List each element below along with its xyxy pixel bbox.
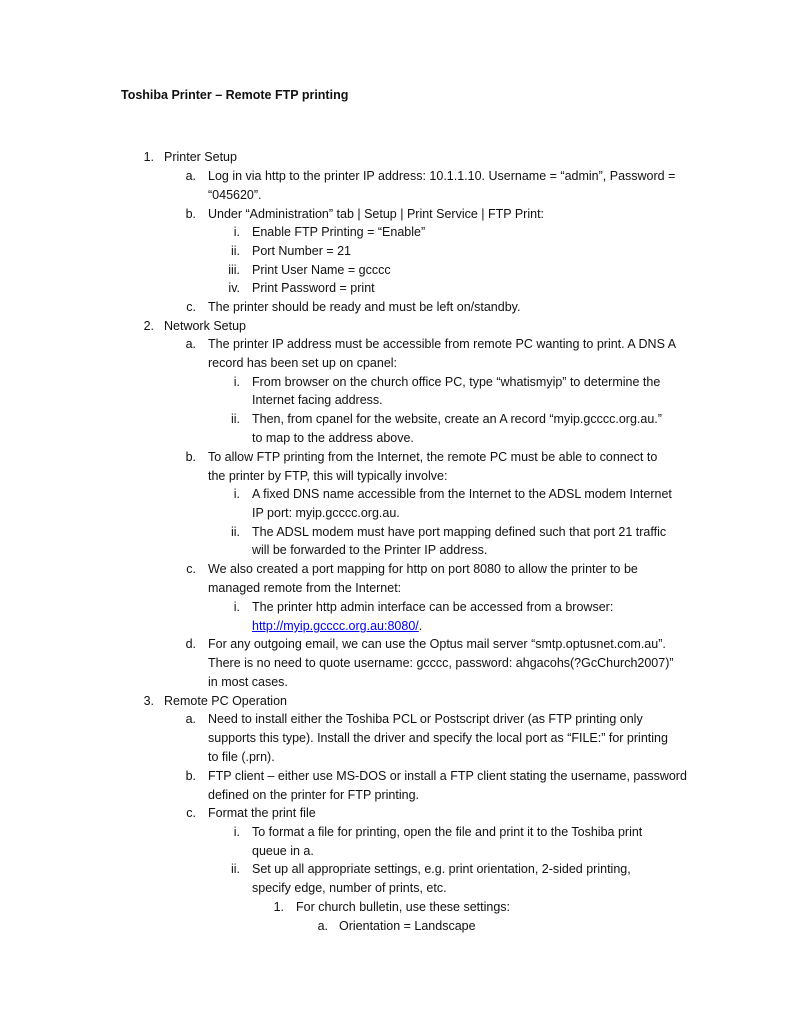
list-item-text: specify edge, number of prints, etc. — [252, 881, 447, 895]
list-marker: ii. — [230, 244, 240, 258]
list-marker: i. — [233, 825, 240, 839]
list-item-text: will be forwarded to the Printer IP address. — [252, 543, 488, 557]
list-marker: b. — [185, 769, 196, 783]
list-item-text: To allow FTP printing from the Internet, the remote PC must be able to connect to — [208, 450, 658, 464]
list-item-text: For any outgoing email, we can use the Optus mail server “smtp.optusnet.com.au”. — [208, 637, 666, 651]
list-item-text: The printer IP address must be accessible from remote PC wanting to print. A DNS A — [208, 337, 677, 351]
list-item-text: Port Number = 21 — [252, 244, 352, 258]
list-item-text: to map to the address above. — [252, 431, 414, 445]
list-item-text: the printer by FTP, this will typically involve: — [208, 469, 448, 483]
list-item-text: From browser on the church office PC, type “whatismyip” to determine the — [252, 375, 661, 389]
section-heading: Remote PC Operation — [164, 694, 287, 708]
list-item-text: Need to install either the Toshiba PCL or Postscript driver (as FTP printing only — [208, 712, 643, 726]
list-item-text: For church bulletin, use these settings: — [296, 900, 511, 914]
list-marker: b. — [185, 207, 196, 221]
list-item-text: Enable FTP Printing = “Enable” — [252, 225, 426, 239]
list-marker: i. — [233, 600, 240, 614]
list-item-text: There is no need to quote username: gcccc, password: ahgacohs(?GcChurch2007)” — [208, 656, 674, 670]
list-item-text: defined on the printer for FTP printing. — [208, 788, 419, 802]
list-item-text: Format the print file — [208, 806, 316, 820]
list-marker: 1. — [143, 150, 154, 164]
list-item-text: record has been set up on cpanel: — [208, 356, 398, 370]
admin-url-link[interactable]: http://myip.gcccc.org.au:8080/ — [252, 619, 419, 633]
list-item-text: to file (.prn). — [208, 750, 275, 764]
list-item-text: queue in a. — [252, 844, 314, 858]
list-item-text: Set up all appropriate settings, e.g. print orientation, 2-sided printing, — [252, 862, 631, 876]
list-marker: a. — [317, 919, 328, 933]
list-item-text: Internet facing address. — [252, 393, 383, 407]
list-item-text: supports this type). Install the driver and specify the local port as “FILE:” for printing — [208, 731, 668, 745]
list-marker: i. — [233, 225, 240, 239]
list-marker: c. — [186, 300, 196, 314]
list-marker: ii. — [230, 412, 240, 426]
link-line — [252, 617, 422, 635]
list-marker: 3. — [143, 694, 154, 708]
list-item-text: Print Password = print — [252, 281, 375, 295]
section-heading: Network Setup — [164, 319, 246, 333]
list-marker: 1. — [273, 900, 284, 914]
list-marker: b. — [185, 450, 196, 464]
list-marker: c. — [186, 806, 196, 820]
list-marker: d. — [185, 637, 196, 651]
page-title: Toshiba Printer – Remote FTP printing — [121, 88, 349, 102]
section-heading: Printer Setup — [164, 150, 237, 164]
list-item-text: Then, from cpanel for the website, create an A record “myip.gcccc.org.au.” — [252, 412, 662, 426]
list-item-text: The printer should be ready and must be left on/standby. — [208, 300, 521, 314]
list-marker: i. — [233, 375, 240, 389]
list-item-text: A fixed DNS name accessible from the Internet to the ADSL modem Internet — [252, 487, 672, 501]
list-marker: i. — [233, 487, 240, 501]
list-item-text: FTP client – either use MS-DOS or install a FTP client stating the username, password — [208, 769, 687, 783]
list-item-text: Print User Name = gcccc — [252, 263, 391, 277]
list-marker: ii. — [230, 862, 240, 876]
list-marker: a. — [185, 712, 196, 726]
list-item-text: IP port: myip.gcccc.org.au. — [252, 506, 400, 520]
list-item-text: The printer http admin interface can be accessed from a browser: — [252, 600, 614, 614]
list-marker: c. — [186, 562, 196, 576]
list-marker: iv. — [228, 281, 240, 295]
list-item-text: “045620”. — [208, 188, 262, 202]
list-item-text: Log in via http to the printer IP address: 10.1.1.10. Username = “admin”, Password = — [208, 169, 676, 183]
list-marker: a. — [185, 169, 196, 183]
link-period: . — [418, 619, 423, 633]
list-marker: ii. — [230, 525, 240, 539]
list-item-text: Under “Administration” tab | Setup | Print Service | FTP Print: — [208, 207, 545, 221]
list-item-text: managed remote from the Internet: — [208, 581, 402, 595]
list-item-text: The ADSL modem must have port mapping defined such that port 21 traffic — [252, 525, 667, 539]
list-item-text: To format a file for printing, open the file and print it to the Toshiba print — [252, 825, 643, 839]
list-item-text: Orientation = Landscape — [339, 919, 476, 933]
list-item-text: We also created a port mapping for http on port 8080 to allow the printer to be — [208, 562, 638, 576]
list-marker: iii. — [228, 263, 240, 277]
list-item-text: in most cases. — [208, 675, 288, 689]
list-marker: a. — [185, 337, 196, 351]
list-marker: 2. — [143, 319, 154, 333]
